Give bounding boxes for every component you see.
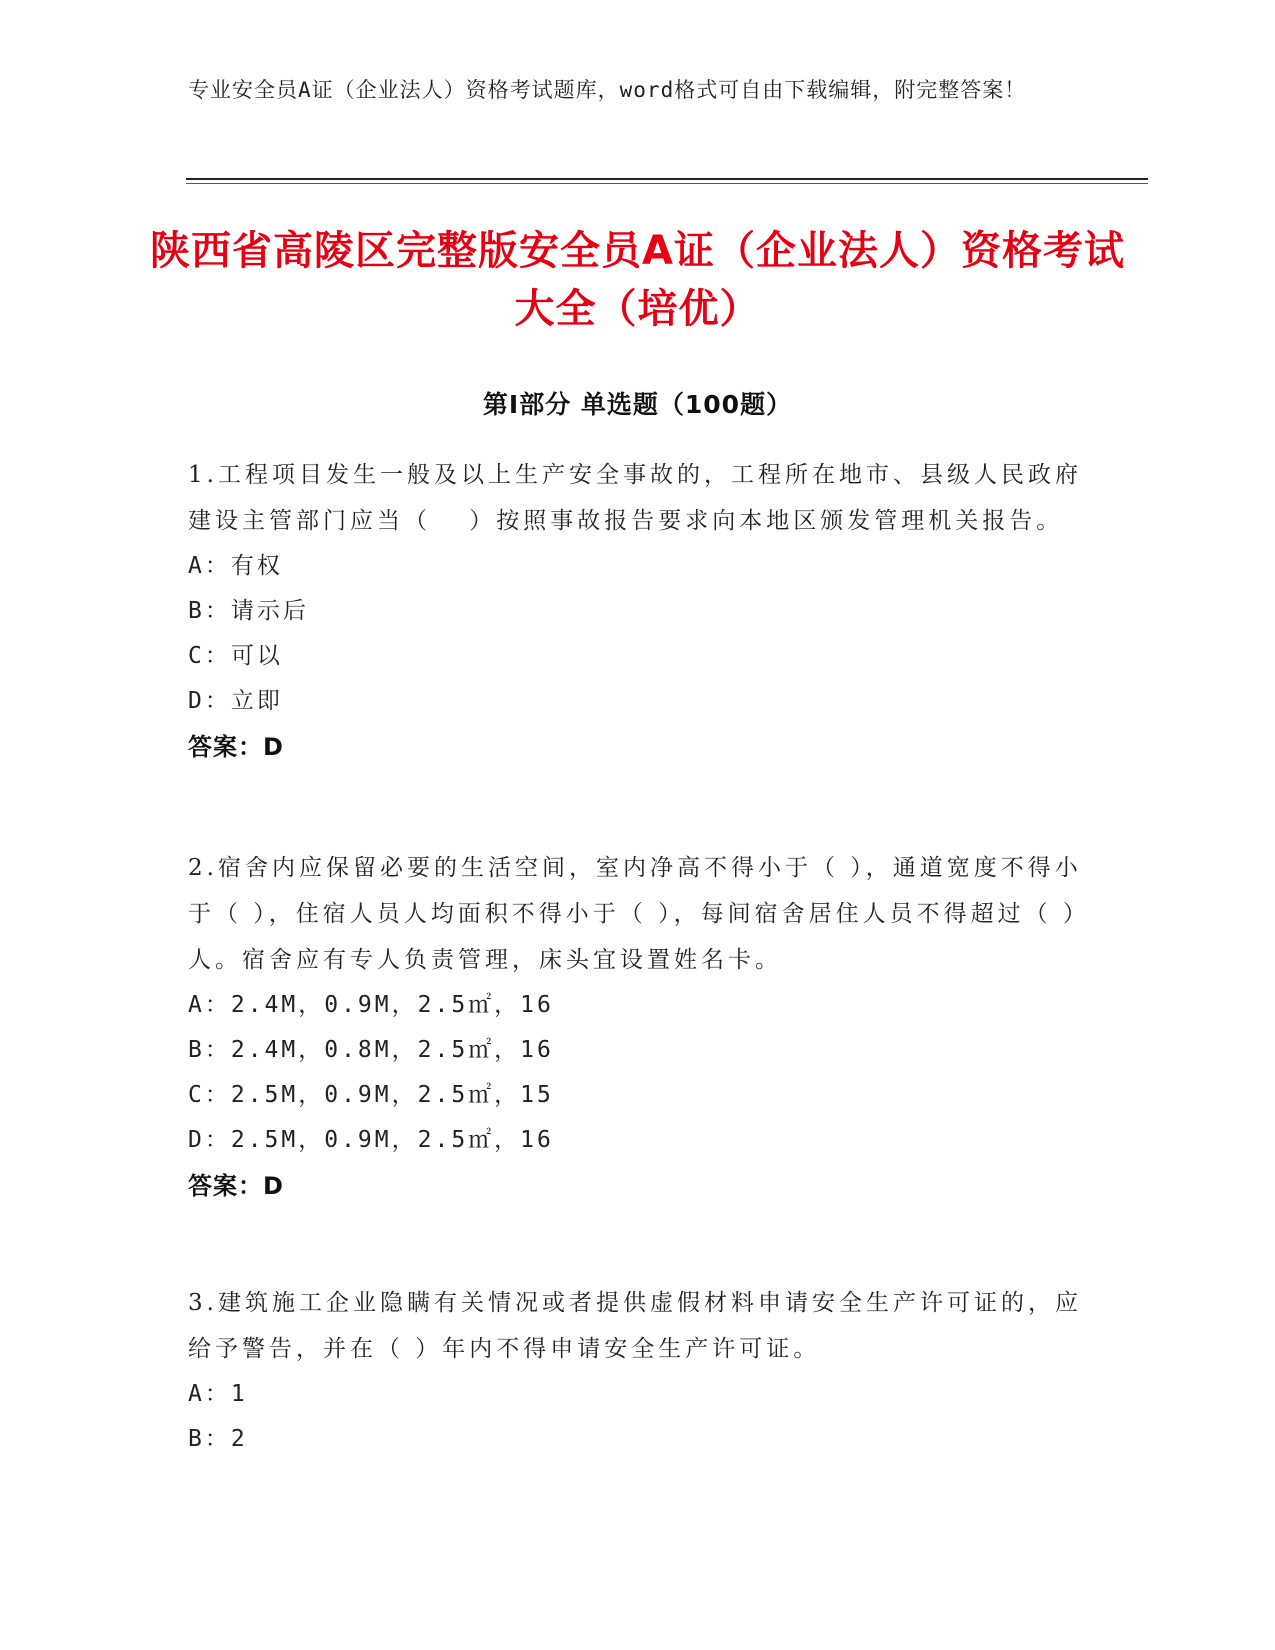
question-3 [188,1280,1088,1462]
option-b: B：请示后 [188,598,309,624]
option-d: D：2.5M，0.9M，2.5㎡，16 [188,1127,554,1153]
option-c: C：2.5M，0.9M，2.5㎡，15 [188,1082,554,1108]
option-d: D：立即 [188,688,283,714]
option-a: A：有权 [188,553,283,579]
answer: 答案：D [188,1172,284,1200]
question-text: 2.宿舍内应保留必要的生活空间，室内净高不得小于（ ），通道宽度不得小于（ ），住宿人员人均面积不得小于（ ），每间宿舍居住人员不得超过（ ）人。宿舍应有专人负责管理，床头宜设置姓名卡。 [188,855,1082,973]
option-b: B：2.4M，0.8M，2.5㎡，16 [188,1037,554,1063]
header-divider-thin [186,183,1148,184]
header-note: 专业安全员A证（企业法人）资格考试题库，word格式可自由下载编辑，附完整答案！ [188,78,1027,102]
option-a: A：2.4M，0.9M，2.5㎡，16 [188,992,554,1018]
question-1 [188,452,1088,770]
question-2 [188,845,1088,1209]
document-title: 陕西省高陵区完整版安全员A证（企业法人）资格考试大全（培优） [150,228,1125,332]
answer: 答案：D [188,733,284,761]
header-divider-thick [186,178,1148,180]
section-title: 第Ⅰ部分 单选题（100题） [482,390,793,419]
question-text: 1.工程项目发生一般及以上生产安全事故的，工程所在地市、县级人民政府建设主管部门应当（ ）按照事故报告要求向本地区颁发管理机关报告。 [188,462,1082,534]
option-a: A：1 [188,1381,248,1407]
option-b: B：2 [188,1426,248,1452]
question-text: 3.建筑施工企业隐瞒有关情况或者提供虚假材料申请安全生产许可证的，应给予警告，并在（ ）年内不得申请安全生产许可证。 [188,1290,1082,1362]
option-c: C：可以 [188,643,283,669]
